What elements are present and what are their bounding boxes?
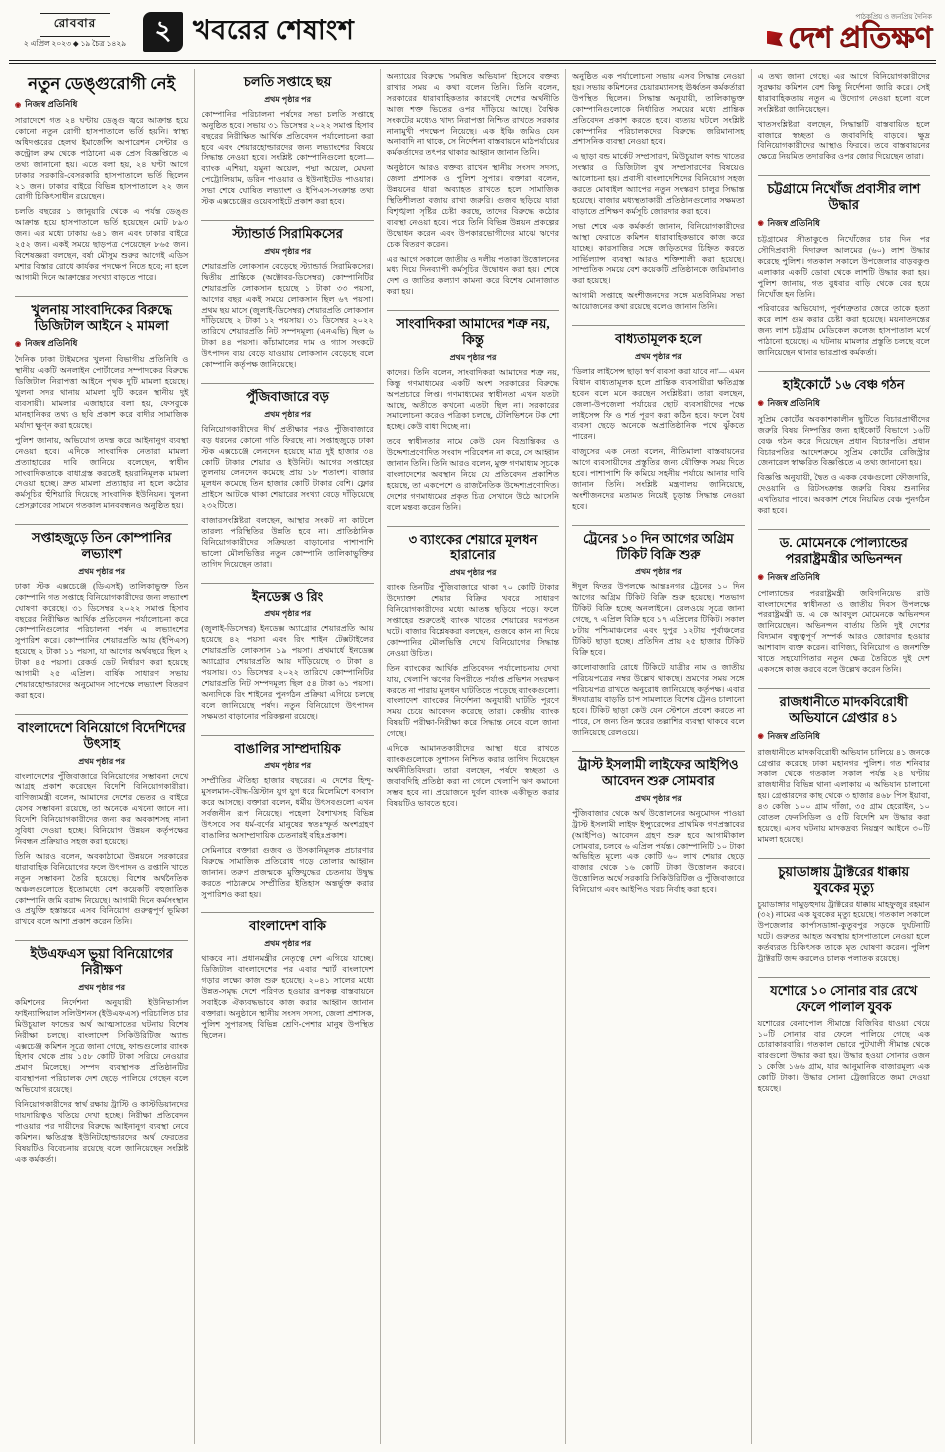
article-paragraph: রাজধানীতে মাদকবিরোধী অভিযান চালিয়ে ৪১ জনকে গ্রেপ্তার করেছে ঢাকা মহানগর পুলিশ। গত শনিবার সকাল থেকে গতকাল সকাল পর্যন্ত ২৪ ঘণ্টায় রাজধানীর বিভিন্ন থানা এলাকায় এ অভিযান চালানো হয়। গ্রেপ্তারদের কাছ থেকে ৩ হাজার ৪৬৮ পিস ইয়াবা, ৪৩ কেজি ১০০ গ্রাম গাঁজা, ৩৫ গ্রাম হেরোইন, ১০ বোতল ফেনসিডিল ও ৫টি বিদেশি মদ উদ্ধার করা হয়েছে। এসব ঘটনায় মাদকদ্রব্য নিয়ন্ত্রণ আইনে ৩০টি মামলা হয়েছে। xyxy=(757,747,930,844)
masthead xyxy=(767,11,934,53)
article-headline: রাজধানীতে মাদকবিরোধী অভিযানে গ্রেপ্তার ৪১ xyxy=(779,693,908,725)
article-paragraph: খাতসংশ্লিষ্টরা বলছেন, সিদ্ধান্তটি বাস্তবায়িত হলে বাজারে স্বচ্ছতা ও জবাবদিহি বাড়বে। ক্ষুদ্র বিনিয়োগকারীদের আস্থাও ফিরবে। তবে বাস্তবায়নের ক্ষেত্রে নিয়মিত তদারকির ওপর জোর দিয়েছেন তারা। xyxy=(757,119,930,162)
article xyxy=(758,69,930,173)
article-paragraph: সুপ্রিম কোর্টের অবকাশকালীন ছুটিতে বিচারপ্রার্থীদের জরুরি বিষয় নিষ্পত্তির জন্য হাইকোর্ট বিভাগে ১৬টি বেঞ্চ গঠন করে দিয়েছেন প্রধান বিচারপতি। প্রধান বিচারপতির আদেশক্রমে সুপ্রিম কোর্টের রেজিস্ট্রার জেনারেল স্বাক্ষরিত বিজ্ঞপ্তিতে এ তথ্য জানানো হয়। xyxy=(757,414,930,468)
article-paragraph: সেমিনারে বক্তারা গুজব ও উসকানিমূলক প্রচারণার বিরুদ্ধে সামাজিক প্রতিরোধ গড়ে তোলার আহ্বান জানান। তরুণ প্রজন্মকে মুক্তিযুদ্ধের চেতনায় উদ্বুদ্ধ করতে পাঠ্যক্রমে সম্প্রীতির ইতিহাস অন্তর্ভুক্ত করার সুপারিশও করা হয়। xyxy=(201,845,374,899)
article-headline: সপ্তাহজুড়ে তিন কোম্পানির লভ্যাংশ xyxy=(32,530,172,561)
article-headline: চুয়াডাঙ্গায় ট্রাক্টরের ধাক্কায় যুবকের মৃত্যু xyxy=(778,863,910,895)
article xyxy=(387,526,559,820)
article xyxy=(15,524,188,712)
article-headline: স্ট্যান্ডার্ড সিরামিকসের xyxy=(232,226,343,242)
section-title: খবরের শেষাংশ xyxy=(193,14,355,45)
header-divider xyxy=(9,60,936,64)
weekday-label: রোববার xyxy=(40,13,110,37)
article-paragraph: সম্প্রীতির ঐতিহ্য হাজার বছরের। এ দেশের হিন্দু-মুসলমান-বৌদ্ধ-খ্রিস্টান যুগ যুগ ধরে মিলেমিশে বসবাস করে আসছে। বক্তারা বলেন, ধর্মীয় উৎসবগুলো এখন সর্বজনীন রূপ নিয়েছে। পহেলা বৈশাখসহ বিভিন্ন উৎসবে সব ধর্ম-বর্ণের মানুষের স্বতঃস্ফূর্ত অংশগ্রহণ বাঙালির অসাম্প্রদায়িক চেতনারই বহিঃপ্রকাশ। xyxy=(201,776,374,840)
byline xyxy=(758,571,930,585)
column-4 xyxy=(565,69,750,1444)
article xyxy=(758,371,930,527)
article-paragraph: চট্টগ্রামের সীতাকুণ্ডে নিখোঁজের চার দিন পর সৌদিপ্রবাসী দিদারুল আলমের (৬০) লাশ উদ্ধার করেছে পুলিশ। গতকাল সকালে উপজেলার বাড়বকুণ্ড এলাকার একটি ডোবা থেকে লাশটি উদ্ধার করা হয়। পুলিশ জানায়, গত বুধবার বাড়ি থেকে বের হয়ে নিখোঁজ হন তিনি। xyxy=(757,234,930,299)
reporter-icon: ◉ xyxy=(15,339,22,348)
article-headline: ড. মোমেনকে পোল্যান্ডের পররাষ্ট্রমন্ত্রীর অভিনন্দন xyxy=(779,534,908,566)
masthead-flag-icon xyxy=(767,31,783,47)
article-paragraph: সভা শেষে এক কর্মকর্তা জানান, বিনিয়োগকারীদের আস্থা ফেরাতে কমিশন ধারাবাহিকভাবে কাজ করে যাচ্ছে। কারসাজির সঙ্গে জড়িতদের চিহ্নিত করতে সার্ভিল্যান্স ব্যবস্থা আরও শক্তিশালী করা হয়েছে। সাম্প্রতিক সময়ে বেশ কয়েকটি প্রতিষ্ঠানকে জরিমানাও করা হয়েছে। xyxy=(572,221,745,286)
article-headline: যশোরে ১০ সোনার বার রেখে ফেলে পালাল যুবক xyxy=(770,982,918,1014)
continued-from-label: প্রথম পৃষ্ঠার পর xyxy=(78,566,126,576)
article xyxy=(15,69,188,294)
article xyxy=(15,296,188,522)
article-paragraph: অনুষ্ঠানে আরও বক্তব্য রাখেন স্থানীয় সংসদ সদস্য, জেলা প্রশাসক ও পুলিশ সুপার। বক্তারা বলেন, উন্নয়নের ধারা অব্যাহত রাখতে হলে সামাজিক স্থিতিশীলতা বজায় রাখা জরুরি। গুজব ছড়িয়ে যারা বিশৃঙ্খলা সৃষ্টির চেষ্টা করছে, তাদের বিরুদ্ধে কঠোর ব্যবস্থা নেওয়া হবে। পরে তিনি বিভিন্ন উন্নয়ন প্রকল্পের উদ্বোধন করেন এবং উপকারভোগীদের মাঝে ঋণের চেক বিতরণ করেন। xyxy=(386,163,560,249)
article-paragraph: আগামী সপ্তাহে অংশীজনদের সঙ্গে মতবিনিময় সভা আয়োজনের কথা রয়েছে বলেও জানান তিনি। xyxy=(572,291,745,312)
byline xyxy=(758,397,930,411)
article-headline: হাইকোর্টে ১৬ বেঞ্চ গঠন xyxy=(783,376,905,392)
page-header xyxy=(9,6,936,60)
continued-from-label: প্রথম পৃষ্ঠার পর xyxy=(78,982,126,992)
article-headline: বাংলাদেশ বাকি xyxy=(249,918,327,934)
article-headline: ৩ ব্যাংকের শেয়ারে মূলধন হারানোর xyxy=(408,531,538,563)
article-headline: সাংবাদিকরা আমাদের শত্রু নয়, কিন্তু xyxy=(396,316,550,347)
article-paragraph: কোম্পানির পরিচালনা পর্ষদের সভা চলতি সপ্তাহে অনুষ্ঠিত হবে। সভায় ৩১ ডিসেম্বর ২০২২ সমাপ্ত হিসাব বছরের নিরীক্ষিত আর্থিক প্রতিবেদন পর্যালোচনা করা হবে এবং শেয়ারহোল্ডারদের জন্য লভ্যাংশের বিষয়ে সিদ্ধান্ত নেওয়া হবে। সংশ্লিষ্ট কোম্পানিগুলো হলো— ব্যাংক এশিয়া, যমুনা অয়েল, পদ্মা অয়েল, মেঘনা পেট্রোলিয়াম, ডরিন পাওয়ার ও ইউনাইটেড পাওয়ার। সভা শেষে ঘোষিত লভ্যাংশ ও ইপিএস-সংক্রান্ত তথ্য স্টক এক্সচেঞ্জের ওয়েবসাইটে প্রকাশ করা হবে। xyxy=(201,109,374,207)
article-paragraph: 'ডিলার লাইসেন্স ছাড়া স্বর্ণ ব্যবসা করা যাবে না'— এমন বিধান বাধ্যতামূলক হলে প্রান্তিক ব্যবসায়ীরা ক্ষতিগ্রস্ত হবেন বলে মনে করছেন সংশ্লিষ্টরা। তারা বলছেন, জেলা-উপজেলা পর্যায়ের ছোট ব্যবসায়ীদের পক্ষে লাইসেন্স ফি ও শর্ত পূরণ করা কঠিন হবে। ফলে বৈধ ব্যবসা ছেড়ে অনেকে অপ্রাতিষ্ঠানিক পথে ঝুঁকতে পারেন। xyxy=(572,366,745,442)
article-paragraph: এদিকে আমানতকারীদের আস্থা ধরে রাখতে ব্যাংকগুলোকে সুশাসন নিশ্চিত করার তাগিদ দিয়েছেন অর্থনীতিবিদরা। তারা বলছেন, পর্ষদে স্বচ্ছতা ও জবাবদিহি প্রতিষ্ঠা করা না গেলে খেলাপি ঋণ কমানো সম্ভব হবে না। প্রয়োজনে দুর্বল ব্যাংক একীভূত করার বিষয়টিও ভাবতে হবে। xyxy=(386,744,560,808)
article-paragraph: বিজ্ঞপ্তি অনুযায়ী, দ্বৈত ও একক বেঞ্চগুলো ফৌজদারি, দেওয়ানি ও রিটসংক্রান্ত জরুরি বিষয় শুনানির এখতিয়ার পাবে। অবকাশ শেষে নিয়মিত বেঞ্চ পুনর্গঠন করা হবে। xyxy=(757,473,930,516)
column-3 xyxy=(380,69,565,1444)
article-paragraph: এ তথ্য জানা গেছে। এর আগে বিনিয়োগকারীদের সুরক্ষায় কমিশন বেশ কিছু নির্দেশনা জারি করে। সেই ধারাবাহিকতায় নতুন এ উদ্যোগ নেওয়া হলো বলে সংশ্লিষ্টরা জানিয়েছেন। xyxy=(757,72,930,114)
continued-from-label: প্রথম পৃষ্ঠার পর xyxy=(78,756,126,766)
byline xyxy=(15,98,188,112)
article-paragraph: এ ছাড়া বন্ড মার্কেট সম্প্রসারণ, মিউচুয়াল ফান্ড খাতের সংস্কার ও ডিজিটাল বুথ সম্প্রসারণের বিষয়েও আলোচনা হয়। প্রবাসী বাংলাদেশিদের বিনিয়োগ সহজ করতে মোবাইল অ্যাপের নতুন সংস্করণ চালুর সিদ্ধান্ত হয়েছে। বাজার মধ্যস্থতাকারী প্রতিষ্ঠানগুলোর সক্ষমতা বাড়াতে প্রশিক্ষণ কর্মসূচি জোরদার করা হবে। xyxy=(572,152,745,216)
continued-from-label: প্রথম পৃষ্ঠার পর xyxy=(264,761,311,771)
article-paragraph: কমিশনের নির্দেশনা অনুযায়ী ইউনিভার্সাল ফাইন্যান্সিয়াল সলিউশনস (ইউএফএস) পরিচালিত চার মিউচুয়াল ফান্ডের অর্থ আত্মসাতের ঘটনায় বিশেষ নিরীক্ষা চলছে। বাংলাদেশ সিকিউরিটিজ অ্যান্ড এক্সচেঞ্জ কমিশন সূত্রে জানা গেছে, ফান্ডগুলোর ব্যাংক হিসাব থেকে প্রায় ১৫৮ কোটি টাকা সরিয়ে নেওয়ার প্রমাণ মিলেছে। সম্পদ ব্যবস্থাপক প্রতিষ্ঠানটির ব্যবস্থাপনা পরিচালক দেশ ছেড়ে পালিয়ে গেছেন বলে অভিযোগ রয়েছে। xyxy=(15,997,189,1095)
article-paragraph: বিনিয়োগকারীদের স্বার্থ রক্ষায় ট্রাস্টি ও কাস্টডিয়ানদের দায়দায়িত্বও খতিয়ে দেখা হচ্ছে। নিরীক্ষা প্রতিবেদন পাওয়ার পর দায়ীদের বিরুদ্ধে আইনানুগ ব্যবস্থা নেবে কমিশন। ক্ষতিগ্রস্ত ইউনিটহোল্ডারদের অর্থ ফেরতের বিষয়টিও বিবেচনায় রয়েছে বলে জানিয়েছেন সংশ্লিষ্ট এক কর্মকর্তা। xyxy=(15,1100,189,1164)
byline-label: নিজস্ব প্রতিনিধি xyxy=(767,571,820,582)
article-headline: ট্রেনের ১০ দিন আগের অগ্রিম টিকিট বিক্রি শুরু xyxy=(582,530,734,562)
article-paragraph: পোল্যান্ডের পররাষ্ট্রমন্ত্রী জবিগনিয়েভ রাউ বাংলাদেশের স্বাধীনতা ও জাতীয় দিবস উপলক্ষে পররাষ্ট্রমন্ত্রী ড. এ কে আবদুল মোমেনকে অভিনন্দন জানিয়েছেন। অভিনন্দন বার্তায় তিনি দুই দেশের বিদ্যমান বন্ধুত্বপূর্ণ সম্পর্ক আরও জোরদার হওয়ার আশাবাদ ব্যক্ত করেন। বাণিজ্য, বিনিয়োগ ও জনশক্তি খাতে সহযোগিতার নতুন ক্ষেত্র তৈরিতে দুই দেশ একসঙ্গে কাজ করবে বলে উল্লেখ করেন তিনি। xyxy=(757,588,930,675)
continued-from-label: প্রথম পৃষ্ঠার পর xyxy=(264,939,311,949)
continued-from-label: প্রথম পৃষ্ঠার পর xyxy=(634,567,682,577)
columns-container xyxy=(9,69,936,1444)
article xyxy=(201,735,373,911)
article-paragraph: ঢাকা স্টক এক্সচেঞ্জে (ডিএসই) তালিকাভুক্ত তিন কোম্পানি গত সপ্তাহে বিনিয়োগকারীদের জন্য লভ্যাংশ ঘোষণা করেছে। ৩১ ডিসেম্বর ২০২২ সমাপ্ত হিসাব বছরের নিরীক্ষিত আর্থিক প্রতিবেদন পর্যালোচনা করে কোম্পানিগুলোর পরিচালনা পর্ষদ এ লভ্যাংশের সুপারিশ করে। কোম্পানির শেয়ারপ্রতি আয় (ইপিএস) হয়েছে ২ টাকা ১১ পয়সা, যা আগের অর্থবছরে ছিল ২ টাকা ৪৫ পয়সা। রেকর্ড ডেট নির্ধারণ করা হয়েছে আগামী ২৫ এপ্রিল। বার্ষিক সাধারণ সভায় শেয়ারহোল্ডারদের অনুমোদন সাপেক্ষে লভ্যাংশ বিতরণ করা হবে। xyxy=(15,581,189,700)
article-paragraph: পুলিশ জানায়, অভিযোগ তদন্ত করে আইনানুগ ব্যবস্থা নেওয়া হবে। এদিকে সাংবাদিক নেতারা মামলা প্রত্যাহারের দাবি জানিয়ে বলেছেন, স্বাধীন সাংবাদিকতাকে বাধাগ্রস্ত করতেই হয়রানিমূলক মামলা দেওয়া হচ্ছে। দ্রুত মামলা প্রত্যাহার না হলে কঠোর কর্মসূচির হুঁশিয়ারি দিয়েছে সাংবাদিক ইউনিয়ন। খুলনা প্রেসক্লাবের সামনে গতকাল মানববন্ধনও অনুষ্ঠিত হয়। xyxy=(15,435,189,511)
article-paragraph: চুয়াডাঙ্গার দামুড়হুদায় ট্রাক্টরের ধাক্কায় মাহফুজুর রহমান (৩২) নামের এক যুবকের মৃত্যু হয়েছে। গতকাল সকালে উপজেলার কার্পাসডাঙ্গা-কুতুবপুর সড়কে দুর্ঘটনাটি ঘটে। গুরুতর আহত অবস্থায় হাসপাতালে নেওয়া হলে কর্তব্যরত চিকিৎসক তাকে মৃত ঘোষণা করেন। পুলিশ ট্রাক্টরটি জব্দ করলেও চালক পলাতক রয়েছে। xyxy=(757,899,930,964)
article-paragraph: বিনিয়োগকারীদের দীর্ঘ প্রতীক্ষার পরও পুঁজিবাজারে বড় ধরনের কোনো গতি ফিরছে না। সপ্তাহজুড়ে ঢাকা স্টক এক্সচেঞ্জে লেনদেন হয়েছে মাত্র দুই হাজার ৩৪ কোটি টাকার শেয়ার ও ইউনিট। আগের সপ্তাহের তুলনায় লেনদেন কমেছে প্রায় ১৮ শতাংশ। বাজার মূলধন কমেছে তিন হাজার কোটি টাকার বেশি। ফ্লোর প্রাইসে আটকে থাকা শেয়ারের সংখ্যা বেড়ে দাঁড়িয়েছে ২৩২টিতে। xyxy=(201,424,374,511)
article-paragraph: কাদের। তিনি বলেন, সাংবাদিকরা আমাদের শত্রু নয়, কিন্তু গণমাধ্যমের একটি অংশ সরকারের বিরুদ্ধে অপপ্রচারে লিপ্ত। গণমাধ্যমের স্বাধীনতা এখন যতটা আছে, অতীতে কখনো এতটা ছিল না। সরকারের সমালোচনা করেও পত্রিকা চলছে, টেলিভিশনে টক শো হচ্ছে। কেউ বাধা দিচ্ছে না। xyxy=(386,367,560,432)
reporter-icon: ◉ xyxy=(757,573,764,582)
article-paragraph: ঈদুল ফিতর উপলক্ষে আন্তঃনগর ট্রেনের ১০ দিন আগের অগ্রিম টিকিট বিক্রি শুরু হয়েছে। শতভাগ টিকিট বিক্রি হচ্ছে অনলাইনে। রেলওয়ে সূত্রে জানা গেছে, ৭ এপ্রিল বিক্রি হবে ১৭ এপ্রিলের টিকিট। সকাল ৮টায় পশ্চিমাঞ্চলের এবং দুপুর ১২টায় পূর্বাঞ্চলের টিকিট ছাড়া হচ্ছে। প্রতিদিন প্রায় ২৫ হাজার টিকিট বিক্রি হবে। xyxy=(572,582,745,657)
article-headline: চট্টগ্রামে নিখোঁজ প্রবাসীর লাশ উদ্ধার xyxy=(767,181,921,213)
article xyxy=(572,525,744,749)
article xyxy=(387,69,559,308)
article xyxy=(572,69,744,323)
article-headline: চলতি সপ্তাহে ছয় xyxy=(243,74,332,89)
article xyxy=(201,912,373,1051)
continued-from-label: প্রথম পৃষ্ঠার পর xyxy=(634,793,682,803)
byline-label: নিজস্ব প্রতিনিধি xyxy=(25,338,78,349)
article-headline: ইনডেক্স ও রিং xyxy=(251,588,324,604)
article xyxy=(201,220,373,381)
byline xyxy=(15,337,188,351)
article-paragraph: সারাদেশে গত ২৪ ঘণ্টায় ডেঙ্গু জ্বরে আক্রান্ত হয়ে কোনো নতুন রোগী হাসপাতালে ভর্তি হয়নি। স্বাস্থ্য অধিদপ্তরের হেলথ ইমার্জেন্সি অপারেশন সেন্টার ও কন্ট্রোল রুম থেকে পাঠানো এক প্রেস বিজ্ঞপ্তিতে এ তথ্য জানানো হয়। এতে বলা হয়, ২৪ ঘণ্টা আগে ঢাকার সরকারি-বেসরকারি হাসপাতালে ভর্তি ছিলেন ২১ জন। ঢাকার বাইরে বিভিন্ন হাসপাতালে ২২ জন রোগী চিকিৎসাধীন রয়েছেন। xyxy=(15,116,189,202)
article-paragraph: বাজারসংশ্লিষ্টরা বলছেন, আস্থার সংকট না কাটলে তারল্য পরিস্থিতির উন্নতি হবে না। প্রাতিষ্ঠানিক বিনিয়োগকারীদের সক্রিয়তা বাড়ানোর পাশাপাশি ভালো মৌলভিত্তির নতুন কোম্পানি তালিকাভুক্তির তাগিদ দিয়েছেন তারা। xyxy=(201,516,374,569)
article xyxy=(758,977,930,1105)
article-headline: ইউএফএস ভুয়া বিনিয়োগের নিরীক্ষণ xyxy=(30,946,173,978)
article xyxy=(201,583,373,733)
continued-from-label: প্রথম পৃষ্ঠার পর xyxy=(264,246,311,256)
article xyxy=(387,310,559,524)
article-paragraph: চলতি বছরের ১ জানুয়ারি থেকে এ পর্যন্ত ডেঙ্গু আক্রান্ত হয়ে হাসপাতালে ভর্তি হয়েছেন মোট ৮৯৩ জন। এর মধ্যে ঢাকায় ৬৪১ জন এবং ঢাকার বাইরে ২৫২ জন। একই সময়ে ছাড়পত্র পেয়েছেন ৮৬৫ জন। বিশেষজ্ঞরা বলছেন, বর্ষা মৌসুম শুরুর আগেই এডিস মশার বিস্তার রোধে কার্যকর পদক্ষেপ নিতে হবে; না হলে আগামী দিনে আক্রান্তের সংখ্যা বাড়তে পারে। xyxy=(15,207,189,282)
continued-from-label: প্রথম পৃষ্ঠার পর xyxy=(264,409,311,419)
date-box xyxy=(11,13,139,51)
continued-from-label: প্রথম পৃষ্ঠার পর xyxy=(449,568,497,578)
column-5 xyxy=(751,69,936,1444)
byline xyxy=(758,730,930,744)
article xyxy=(572,751,744,906)
article-headline: ট্রাস্ট ইসলামী লাইফের আইপিও আবেদন শুরু সোমবার xyxy=(578,757,739,788)
article-paragraph: থাকবে না। প্রধানমন্ত্রীর নেতৃত্বে দেশ এগিয়ে যাচ্ছে। ডিজিটাল বাংলাদেশের পর এবার স্মার্ট বাংলাদেশ গড়ার লক্ষ্যে কাজ শুরু হয়েছে। ২০৪১ সালের মধ্যে উন্নত-সমৃদ্ধ দেশে পরিণত হওয়ার রূপকল্প বাস্তবায়নে সবাইকে ঐক্যবদ্ধভাবে কাজ করার আহ্বান জানান বক্তারা। অনুষ্ঠানে স্থানীয় সংসদ সদস্য, জেলা প্রশাসক, পুলিশ সুপারসহ বিভিন্ন শ্রেণি-পেশার মানুষ উপস্থিত ছিলেন। xyxy=(201,954,374,1040)
article-paragraph: এর আগে সকালে জাতীয় ও দলীয় পতাকা উত্তোলনের মধ্য দিয়ে দিনব্যাপী কর্মসূচির উদ্বোধন করা হয়। শেষে দেশ ও জাতির কল্যাণ কামনা করে বিশেষ মোনাজাত করা হয়। xyxy=(386,254,560,297)
article xyxy=(15,940,188,1175)
reporter-icon: ◉ xyxy=(757,399,764,408)
article-paragraph: পুঁজিবাজার থেকে অর্থ উত্তোলনের অনুমোদন পাওয়া ট্রাস্ট ইসলামী লাইফ ইন্স্যুরেন্সের প্রাথমিক গণপ্রস্তাবের (আইপিও) আবেদন গ্রহণ শুরু হবে আগামীকাল সোমবার, চলবে ৬ এপ্রিল পর্যন্ত। কোম্পানিটি ১০ টাকা অভিহিত মূল্যে এক কোটি ৬০ লাখ শেয়ার ছেড়ে বাজার থেকে ১৬ কোটি টাকা উত্তোলন করবে। উত্তোলিত অর্থে সরকারি সিকিউরিটিজ ও পুঁজিবাজারে বিনিয়োগ এবং আইপিও খরচ নির্বাহ করা হবে। xyxy=(572,808,745,895)
article xyxy=(758,175,930,369)
continued-from-label: প্রথম পৃষ্ঠার পর xyxy=(264,94,311,104)
reporter-icon: ◉ xyxy=(757,219,764,228)
article-paragraph: তবে স্বাধীনতার নামে কেউ যেন বিভ্রান্তিকর ও উদ্দেশ্যপ্রণোদিত সংবাদ পরিবেশন না করে, সে আহ্বান জানান তিনি। তিনি আরও বলেন, মুক্ত গণমাধ্যম সূচকে বাংলাদেশের অবস্থান নিয়ে যে প্রতিবেদন প্রকাশিত হয়েছে, তা একপেশে ও রাজনৈতিক উদ্দেশ্যপ্রণোদিত। দেশের গণমাধ্যমের প্রকৃত চিত্র সেখানে উঠে আসেনি বলে মন্তব্য করেন তিনি। xyxy=(386,437,560,512)
article-paragraph: যশোরের বেনাপোল সীমান্তে বিজিবির ধাওয়া খেয়ে ১০টি সোনার বার ফেলে পালিয়ে গেছে এক চোরাকারবারি। গতকাল ভোরে পুটখালী সীমান্ত থেকে বারগুলো উদ্ধার করা হয়। উদ্ধার হওয়া সোনার ওজন ১ কেজি ১৬৬ গ্রাম, যার আনুমানিক বাজারমূল্য এক কোটি টাকা। উদ্ধার সোনা ট্রেজারিতে জমা দেওয়া হয়েছে। xyxy=(757,1018,930,1094)
masthead-tagline: পাঠকপ্রিয় ও জনপ্রিয় দৈনিক xyxy=(855,13,932,21)
article xyxy=(758,688,930,856)
article-headline: পুঁজিবাজারে বড় xyxy=(246,388,329,404)
byline xyxy=(758,217,930,231)
reporter-icon: ◉ xyxy=(757,732,764,741)
article xyxy=(758,529,930,686)
article-headline: খুলনায় সাংবাদিকের বিরুদ্ধে ডিজিটাল আইনে ২ মামলা xyxy=(31,301,172,333)
continued-from-label: প্রথম পৃষ্ঠার পর xyxy=(264,609,311,619)
article-paragraph: তিন ব্যাংকের আর্থিক প্রতিবেদন পর্যালোচনায় দেখা যায়, খেলাপি ঋণের বিপরীতে পর্যাপ্ত প্রভিশন সংরক্ষণ করতে না পারায় মূলধন ঘাটতিতে পড়েছে ব্যাংকগুলো। বাংলাদেশ ব্যাংকের নির্দেশনা অনুযায়ী ঘাটতি পূরণে সময় চেয়ে আবেদন করেছে তারা। কেন্দ্রীয় ব্যাংক বিষয়টি পরীক্ষা-নিরীক্ষা করে সিদ্ধান্ত নেবে বলে জানা গেছে। xyxy=(386,663,560,739)
article-paragraph: বাংলাদেশের পুঁজিবাজারে বিনিয়োগের সম্ভাবনা দেখে আগ্রহ প্রকাশ করেছেন বিদেশি বিনিয়োগকারীরা। বাণিজ্যমন্ত্রী বলেন, আমাদের দেশের ভেতর ও বাইরে যেসব সম্ভাবনা রয়েছে, তা অনেকে এখনো জানে না। বিদেশি বিনিয়োগকারীদের জন্য কর অবকাশসহ নানা সুবিধা দেওয়া হচ্ছে। বিনিয়োগ উন্নয়ন কর্তৃপক্ষের নিবন্ধন প্রক্রিয়াও সহজ করা হয়েছে। xyxy=(15,771,189,846)
continued-from-label: প্রথম পৃষ্ঠার পর xyxy=(634,351,682,361)
article-headline: বাঙালির সাম্প্রদায়িক xyxy=(234,740,341,756)
article xyxy=(15,714,188,938)
article xyxy=(201,383,373,581)
article-paragraph: অন্যায়ের বিরুদ্ধে 'সমন্বিত অভিযান' হিসেবে বক্তব্য রাখার সময় এ কথা বলেন তিনি। তিনি বলেন, সরকারের ধারাবাহিকতার কারণেই দেশের অর্থনীতি আজ শক্ত ভিতের ওপর দাঁড়িয়ে আছে। বৈশ্বিক সংকটের মধ্যেও খাদ্য নিরাপত্তা নিশ্চিত রাখতে সরকার নানামুখী পদক্ষেপ নিয়েছে। এক ইঞ্চি জমিও যেন অনাবাদি না থাকে, সে নির্দেশনা বাস্তবায়নে মাঠপর্যায়ের কর্মকর্তাদের তৎপর থাকার আহ্বান জানান তিনি। xyxy=(386,72,560,158)
column-2 xyxy=(194,69,379,1444)
article-paragraph: দৈনিক ঢাকা টাইমসের খুলনা বিভাগীয় প্রতিনিধি ও স্থানীয় একটি অনলাইন পোর্টালের সম্পাদকের বিরুদ্ধে ডিজিটাল নিরাপত্তা আইনে পৃথক দুটি মামলা হয়েছে। খুলনা সদর থানায় মামলা দুটি করেন স্থানীয় দুই ব্যবসায়ী। মামলার এজাহারে বলা হয়, ফেসবুকে মানহানিকর তথ্য ও ছবি প্রকাশ করে বাদীর সামাজিক মর্যাদা ক্ষুণ্ন করা হয়েছে। xyxy=(15,355,189,430)
column-1 xyxy=(9,69,194,1444)
article xyxy=(201,69,373,218)
continued-from-label: প্রথম পৃষ্ঠার পর xyxy=(449,352,497,362)
reporter-icon: ◉ xyxy=(15,100,22,109)
article-paragraph: শেয়ারপ্রতি লোকসান বেড়েছে স্ট্যান্ডার্ড সিরামিকসের। দ্বিতীয় প্রান্তিকে (অক্টোবর-ডিসেম্বর) কোম্পানিটির শেয়ারপ্রতি লোকসান হয়েছে ১ টাকা ৩৩ পয়সা, আগের বছর একই সময়ে লোকসান ছিল ৬৭ পয়সা। প্রথম ছয় মাসে (জুলাই-ডিসেম্বর) শেয়ারপ্রতি লোকসান দাঁড়িয়েছে ২ টাকা ১২ পয়সায়। ৩১ ডিসেম্বর ২০২২ তারিখে শেয়ারপ্রতি নিট সম্পদমূল্য (এনএভি) ছিল ৬ টাকা ৪৪ পয়সা। কাঁচামালের দাম ও গ্যাস সংকটে উৎপাদন ব্যয় বেড়ে যাওয়ায় লোকসান বেড়েছে বলে কোম্পানি কর্তৃপক্ষ জানিয়েছে। xyxy=(201,261,374,370)
article xyxy=(758,858,930,975)
article-paragraph: অনুষ্ঠিত এক পর্যালোচনা সভায় এসব সিদ্ধান্ত নেওয়া হয়। সভায় কমিশনের চেয়ারম্যানসহ ঊর্ধ্বতন কর্মকর্তারা উপস্থিত ছিলেন। সিদ্ধান্ত অনুযায়ী, তালিকাভুক্ত কোম্পানিগুলোকে নির্ধারিত সময়ের মধ্যে প্রান্তিক প্রতিবেদন প্রকাশ করতে হবে। ব্যত্যয় ঘটলে সংশ্লিষ্ট কোম্পানির পরিচালকদের বিরুদ্ধে জরিমানাসহ প্রশাসনিক ব্যবস্থা নেওয়া হবে। xyxy=(572,72,745,147)
article-headline: বাংলাদেশে বিনিয়োগে বিদেশিদের উৎসাহ xyxy=(17,719,186,751)
article-paragraph: বাজুসের এক নেতা বলেন, নীতিমালা বাস্তবায়নের আগে ব্যবসায়ীদের প্রস্তুতির জন্য যৌক্তিক সময় দিতে হবে। পাশাপাশি ফি কমিয়ে সহনীয় পর্যায়ে আনার দাবি জানান তিনি। সংশ্লিষ্ট মন্ত্রণালয় জানিয়েছে, অংশীজনদের মতামত নিয়েই চূড়ান্ত সিদ্ধান্ত নেওয়া হবে। xyxy=(572,447,745,511)
article-paragraph: ব্যাংক তিনটির পুঁজিবাজারে থাকা ৭০ কোটি টাকার উদ্যোক্তা শেয়ার বিক্রির খবরে সাধারণ বিনিয়োগকারীদের মধ্যে আতঙ্ক ছড়িয়ে পড়ে। ফলে সপ্তাহের শুরুতেই ব্যাংক খাতের শেয়ারের দরপতন ঘটে। বাজার বিশ্লেষকরা বলছেন, গুজবে কান না দিয়ে কোম্পানির মৌলভিত্তি দেখে বিনিয়োগের সিদ্ধান্ত নেওয়া উচিত। xyxy=(386,583,560,658)
article-headline: নতুন ডেঙ্গুরোগী নেই xyxy=(28,74,176,93)
page-number-badge: ২ xyxy=(143,12,183,52)
byline-label: নিজস্ব প্রতিনিধি xyxy=(767,730,820,741)
article-paragraph: কালোবাজারি রোধে টিকিটে যাত্রীর নাম ও জাতীয় পরিচয়পত্রের নম্বর উল্লেখ থাকছে। ভ্রমণের সময় সঙ্গে পরিচয়পত্র রাখতে অনুরোধ জানিয়েছে কর্তৃপক্ষ। এবার ঈদযাত্রায় বাড়তি চাপ সামলাতে বিশেষ ট্রেনও চালানো হবে। টিকিট ছাড়া কেউ যেন স্টেশনে প্রবেশ করতে না পারে, সে জন্য তিন স্তরের তল্লাশির ব্যবস্থা থাকবে বলে জানিয়েছে রেলওয়ে। xyxy=(572,662,745,738)
byline-label: নিজস্ব প্রতিনিধি xyxy=(767,217,820,228)
article-paragraph: (জুলাই-ডিসেম্বর) ইনডেক্স অ্যাগ্রোর শেয়ারপ্রতি আয় হয়েছে ৪২ পয়সা এবং রিং শাইন টেক্সটাইলের শেয়ারপ্রতি লোকসান ১৯ পয়সা। প্রথমার্ধে ইনডেক্স অ্যাগ্রোর শেয়ারপ্রতি আয় দাঁড়িয়েছে ৩ টাকা ৪ পয়সায়। ৩১ ডিসেম্বর ২০২২ তারিখে কোম্পানিটির শেয়ারপ্রতি নিট সম্পদমূল্য ছিল ৫৪ টাকা ৬১ পয়সা। অন্যদিকে রিং শাইনের পুনর্গঠন প্রক্রিয়া এগিয়ে চলছে বলে জানিয়েছে পর্ষদ। নতুন বিনিয়োগে উৎপাদন সক্ষমতা বাড়ানোর পরিকল্পনা রয়েছে। xyxy=(201,624,374,721)
article-paragraph: তিনি আরও বলেন, অবকাঠামো উন্নয়নে সরকারের ধারাবাহিক বিনিয়োগের ফলে উৎপাদন ও রপ্তানি খাতে নতুন সম্ভাবনা তৈরি হয়েছে। বিশেষ অর্থনৈতিক অঞ্চলগুলোতে ইতোমধ্যে বেশ কয়েকটি বহুজাতিক কোম্পানি জমি বরাদ্দ নিয়েছে। আগামী দিনে কর্মসংস্থান ও প্রযুক্তি হস্তান্তরে এসব বিনিয়োগ গুরুত্বপূর্ণ ভূমিকা রাখবে বলে আশা প্রকাশ করেন তিনি। xyxy=(15,851,189,927)
article-paragraph: পরিবারের অভিযোগ, পূর্বশত্রুতার জেরে তাকে হত্যা করে লাশ গুম করার চেষ্টা করা হয়েছে। ময়নাতদন্তের জন্য লাশ চট্টগ্রাম মেডিকেল কলেজ হাসপাতাল মর্গে পাঠানো হয়েছে। এ ঘটনায় মামলার প্রস্তুতি চলছে বলে জানিয়েছেন থানার ভারপ্রাপ্ত কর্মকর্তা। xyxy=(757,304,930,358)
masthead-title: দেশ প্রতিক্ষণ xyxy=(787,22,932,54)
article xyxy=(572,325,744,523)
article-headline: বাধ্যতামূলক হলে xyxy=(615,331,702,347)
byline-label: নিজস্ব প্রতিনিধি xyxy=(25,99,78,110)
date-line: ২ এপ্রিল ২০২৩ ◆ ১৯ চৈত্র ১৪২৯ xyxy=(23,39,127,48)
byline-label: নিজস্ব প্রতিনিধি xyxy=(767,397,820,408)
